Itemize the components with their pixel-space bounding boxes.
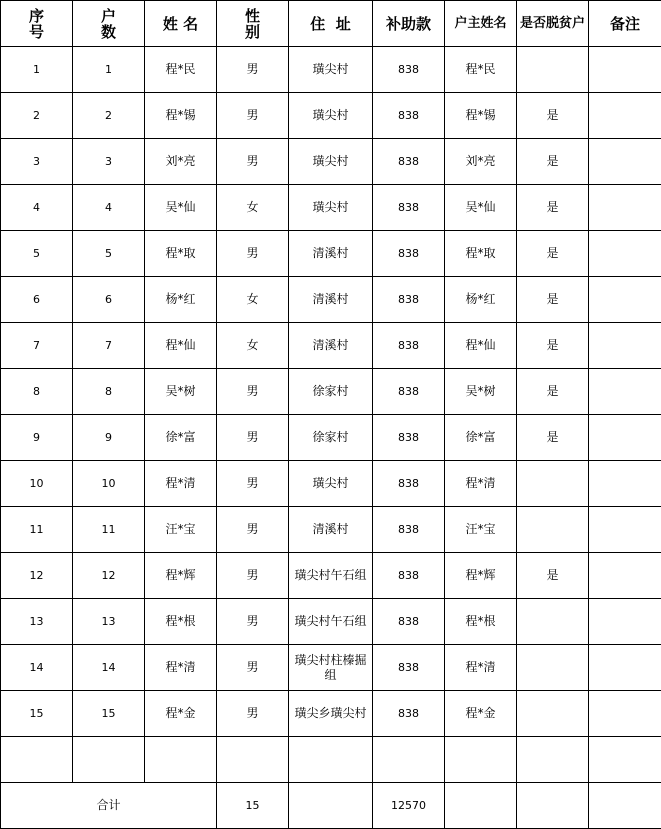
cell-household-head: 程*民	[445, 47, 517, 93]
cell-household-head: 程*仙	[445, 323, 517, 369]
table-row	[1, 369, 661, 415]
cell-household: 15	[73, 691, 145, 737]
total-remark	[589, 783, 661, 829]
cell-gender: 女	[217, 185, 289, 231]
cell-gender: 男	[217, 507, 289, 553]
cell-name: 程*取	[145, 231, 217, 277]
cell-address: 璜尖村午石组	[289, 599, 373, 645]
cell-name: 徐*富	[145, 415, 217, 461]
total-address	[289, 783, 373, 829]
header-seq-line2: 号	[28, 22, 44, 41]
cell-household: 11	[73, 507, 145, 553]
cell-poverty: 是	[517, 139, 589, 185]
table-row	[1, 691, 661, 737]
cell-subsidy: 838	[373, 645, 445, 691]
cell-subsidy: 838	[373, 323, 445, 369]
table-row	[1, 415, 661, 461]
cell-subsidy: 838	[373, 461, 445, 507]
header-poverty: 是否脱贫户	[517, 1, 589, 47]
cell-household-head: 程*锡	[445, 93, 517, 139]
cell-household	[73, 737, 145, 783]
cell-address: 徐家村	[289, 369, 373, 415]
cell-seq: 4	[1, 185, 73, 231]
cell-address: 清溪村	[289, 277, 373, 323]
cell-gender: 男	[217, 231, 289, 277]
cell-household: 12	[73, 553, 145, 599]
cell-household-head: 吴*树	[445, 369, 517, 415]
cell-subsidy: 838	[373, 93, 445, 139]
cell-poverty: 是	[517, 277, 589, 323]
cell-gender: 女	[217, 277, 289, 323]
cell-household-head: 徐*富	[445, 415, 517, 461]
table-row	[1, 645, 661, 691]
cell-seq: 15	[1, 691, 73, 737]
header-gender-line2: 别	[244, 22, 260, 41]
header-gender	[217, 1, 289, 47]
cell-poverty: 是	[517, 323, 589, 369]
cell-gender: 女	[217, 323, 289, 369]
cell-gender: 男	[217, 691, 289, 737]
cell-poverty	[517, 645, 589, 691]
table-row	[1, 737, 661, 783]
cell-name: 刘*亮	[145, 139, 217, 185]
header-seq-line1: 序	[28, 6, 44, 25]
cell-household: 2	[73, 93, 145, 139]
cell-subsidy	[373, 737, 445, 783]
cell-remark	[589, 507, 661, 553]
cell-seq: 7	[1, 323, 73, 369]
cell-poverty: 是	[517, 231, 589, 277]
cell-seq: 3	[1, 139, 73, 185]
table-row	[1, 93, 661, 139]
cell-name: 程*辉	[145, 553, 217, 599]
cell-remark	[589, 645, 661, 691]
header-address: 住 址	[289, 1, 373, 47]
cell-poverty: 是	[517, 93, 589, 139]
cell-address: 璜尖村	[289, 461, 373, 507]
cell-household-head: 刘*亮	[445, 139, 517, 185]
cell-poverty	[517, 461, 589, 507]
cell-remark	[589, 93, 661, 139]
cell-remark	[589, 553, 661, 599]
cell-household-head: 程*取	[445, 231, 517, 277]
cell-address: 璜尖村	[289, 93, 373, 139]
cell-subsidy: 838	[373, 599, 445, 645]
cell-household: 1	[73, 47, 145, 93]
cell-gender	[217, 737, 289, 783]
header-seq	[1, 1, 73, 47]
cell-remark	[589, 369, 661, 415]
cell-household: 3	[73, 139, 145, 185]
total-row	[1, 783, 661, 829]
header-remark: 备注	[589, 1, 661, 47]
cell-seq: 6	[1, 277, 73, 323]
cell-seq: 9	[1, 415, 73, 461]
cell-poverty	[517, 599, 589, 645]
cell-name	[145, 737, 217, 783]
cell-name: 程*仙	[145, 323, 217, 369]
cell-subsidy: 838	[373, 185, 445, 231]
cell-name: 吴*树	[145, 369, 217, 415]
cell-address: 璜尖村	[289, 185, 373, 231]
cell-remark	[589, 47, 661, 93]
cell-remark	[589, 691, 661, 737]
cell-household-head: 程*根	[445, 599, 517, 645]
cell-gender: 男	[217, 369, 289, 415]
cell-address: 璜尖村柱榛掘组	[289, 645, 373, 691]
cell-seq: 10	[1, 461, 73, 507]
cell-seq: 2	[1, 93, 73, 139]
cell-gender: 男	[217, 139, 289, 185]
cell-gender: 男	[217, 93, 289, 139]
total-count: 15	[217, 783, 289, 829]
cell-seq: 1	[1, 47, 73, 93]
cell-name: 吴*仙	[145, 185, 217, 231]
header-household	[73, 1, 145, 47]
cell-address: 璜尖乡璜尖村	[289, 691, 373, 737]
cell-household: 13	[73, 599, 145, 645]
total-poverty	[517, 783, 589, 829]
header-household-head: 户主姓名	[445, 1, 517, 47]
cell-household: 4	[73, 185, 145, 231]
table-row	[1, 323, 661, 369]
cell-household: 9	[73, 415, 145, 461]
header-subsidy: 补助款	[373, 1, 445, 47]
cell-name: 程*民	[145, 47, 217, 93]
cell-subsidy: 838	[373, 47, 445, 93]
cell-seq: 13	[1, 599, 73, 645]
cell-name: 程*根	[145, 599, 217, 645]
cell-household: 10	[73, 461, 145, 507]
cell-household-head: 汪*宝	[445, 507, 517, 553]
cell-remark	[589, 277, 661, 323]
header-row	[1, 1, 661, 47]
cell-subsidy: 838	[373, 507, 445, 553]
cell-household-head: 程*清	[445, 461, 517, 507]
cell-subsidy: 838	[373, 369, 445, 415]
cell-household: 7	[73, 323, 145, 369]
cell-gender: 男	[217, 599, 289, 645]
cell-seq: 8	[1, 369, 73, 415]
cell-household-head	[445, 737, 517, 783]
cell-poverty	[517, 47, 589, 93]
cell-subsidy: 838	[373, 139, 445, 185]
cell-name: 汪*宝	[145, 507, 217, 553]
total-label: 合计	[1, 783, 217, 829]
cell-seq	[1, 737, 73, 783]
cell-subsidy: 838	[373, 415, 445, 461]
total-head	[445, 783, 517, 829]
cell-address: 清溪村	[289, 507, 373, 553]
header-household-line2: 数	[100, 22, 116, 41]
table-row	[1, 185, 661, 231]
cell-poverty: 是	[517, 553, 589, 599]
cell-name: 程*清	[145, 645, 217, 691]
cell-remark	[589, 231, 661, 277]
cell-remark	[589, 415, 661, 461]
table-row	[1, 139, 661, 185]
cell-household-head: 吴*仙	[445, 185, 517, 231]
cell-subsidy: 838	[373, 277, 445, 323]
cell-name: 杨*红	[145, 277, 217, 323]
cell-remark	[589, 185, 661, 231]
cell-address: 清溪村	[289, 231, 373, 277]
cell-poverty	[517, 507, 589, 553]
table-row	[1, 599, 661, 645]
cell-address: 徐家村	[289, 415, 373, 461]
cell-name: 程*锡	[145, 93, 217, 139]
cell-poverty: 是	[517, 185, 589, 231]
cell-poverty: 是	[517, 415, 589, 461]
cell-poverty: 是	[517, 369, 589, 415]
total-subsidy: 12570	[373, 783, 445, 829]
cell-subsidy: 838	[373, 231, 445, 277]
cell-remark	[589, 599, 661, 645]
cell-remark	[589, 323, 661, 369]
cell-household-head: 程*金	[445, 691, 517, 737]
cell-gender: 男	[217, 645, 289, 691]
cell-seq: 11	[1, 507, 73, 553]
cell-remark	[589, 737, 661, 783]
cell-poverty	[517, 691, 589, 737]
table-row	[1, 47, 661, 93]
cell-gender: 男	[217, 553, 289, 599]
cell-seq: 14	[1, 645, 73, 691]
cell-address	[289, 737, 373, 783]
table-row	[1, 277, 661, 323]
cell-household: 14	[73, 645, 145, 691]
table-body	[1, 47, 661, 783]
cell-name: 程*清	[145, 461, 217, 507]
cell-gender: 男	[217, 461, 289, 507]
cell-gender: 男	[217, 415, 289, 461]
cell-address: 璜尖村	[289, 47, 373, 93]
cell-household-head: 程*清	[445, 645, 517, 691]
header-household-line1: 户	[100, 6, 116, 25]
header-name: 姓 名	[145, 1, 217, 47]
cell-gender: 男	[217, 47, 289, 93]
table-row	[1, 507, 661, 553]
cell-household: 5	[73, 231, 145, 277]
table-row	[1, 231, 661, 277]
cell-household: 8	[73, 369, 145, 415]
cell-address: 清溪村	[289, 323, 373, 369]
cell-household: 6	[73, 277, 145, 323]
cell-subsidy: 838	[373, 553, 445, 599]
cell-address: 璜尖村	[289, 139, 373, 185]
table-row	[1, 553, 661, 599]
cell-remark	[589, 461, 661, 507]
table-row	[1, 461, 661, 507]
cell-remark	[589, 139, 661, 185]
cell-household-head: 杨*红	[445, 277, 517, 323]
cell-household-head: 程*辉	[445, 553, 517, 599]
cell-name: 程*金	[145, 691, 217, 737]
header-gender-line1: 性	[244, 6, 260, 25]
cell-address: 璜尖村午石组	[289, 553, 373, 599]
cell-poverty	[517, 737, 589, 783]
cell-seq: 5	[1, 231, 73, 277]
cell-subsidy: 838	[373, 691, 445, 737]
cell-seq: 12	[1, 553, 73, 599]
